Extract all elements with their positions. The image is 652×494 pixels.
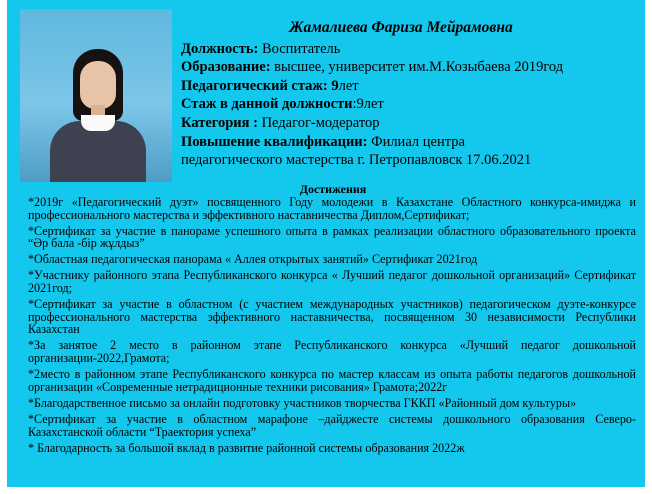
- experience-row: [181, 77, 621, 96]
- qualification-value-line1: Филиал центра: [367, 133, 465, 150]
- portrait-photo: [20, 9, 172, 182]
- qualification-row: [181, 133, 621, 152]
- achievement-item: *Участнику районного этапа Республиканского конкурса « Лучший педагог дошкольной организаций» Сертификат 2021год;: [28, 268, 636, 296]
- achievement-item: *2019г «Педагогический дуэт» посвященного Году молодежи в Казахстане Областного конкурса-имиджа и профессионального мастерства и эффективного наставничества Диплом,Сертификат;: [28, 195, 636, 222]
- qualification-label: Повышение квалификации:: [181, 133, 368, 150]
- category-value: Педагог-модератор: [257, 114, 380, 131]
- education-row: [181, 58, 621, 77]
- achievement-item: *За занятое 2 место в районном этапе Республиканского конкурса «Лучший педагог дошкольной организации-2022,Грамота;: [28, 338, 636, 366]
- teacher-name: Жамалиева Фариза Мейрамовна: [289, 19, 513, 36]
- achievement-item: *Сертификат за участие в панораме успешного опыта в рамках реализации областного образовательного проекта “Әр бала -бір жұлдыз”: [28, 223, 636, 251]
- category-label: Категория :: [181, 114, 258, 131]
- achievement-item: *Сертификат за участие в областном марафоне –дайджесте системы дошкольного образования Северо-Казахстанской области “Траектория успеха”: [28, 411, 636, 439]
- tenure-value: :9лет: [352, 96, 384, 113]
- education-value: высшее, университет им.М.Козыбаева 2019год: [270, 59, 564, 76]
- profile-info: [181, 19, 621, 170]
- achievement-item: *Благодарственное письмо за онлайн подготовку участников творчества ГККП «Районный дом культуры»: [28, 395, 577, 410]
- education-label: Образование:: [181, 59, 271, 76]
- portrait-face: [80, 61, 116, 109]
- achievement-item: *2место в районном этапе Республиканского конкурса по мастер классам из опыта работы педагогов дошкольной организации «Современные нетрадиционные техники рисования» Грамота;2022г: [28, 367, 636, 394]
- qualification-row-2: [181, 151, 621, 170]
- experience-value: лет: [338, 77, 359, 94]
- achievements-heading: Достижения: [299, 182, 367, 196]
- category-row: [181, 114, 621, 133]
- experience-label: Педагогический стаж: 9: [181, 77, 339, 94]
- achievement-item: *Областная педагогическая панорама « Аллея открытых занятий» Сертификат 2021год: [28, 252, 478, 267]
- portrait-collar: [81, 115, 115, 131]
- tenure-label: Стаж в данной должности: [181, 96, 353, 113]
- achievement-item: * Благодарность за большой вклад в развитие районной системы образования 2022ж: [28, 440, 465, 455]
- achievement-item: *Сертификат за участие в областном (с участием международных участников) педагогическом дуэте-конкурсе профессионального мастерства эффективного наставничества, посвященном 30 независимости Республики Казахстан: [28, 297, 636, 337]
- position-row: [181, 40, 621, 59]
- qualification-value-line2: педагогического мастерства г. Петропавловск 17.06.2021: [181, 152, 532, 169]
- position-label: Должность:: [181, 40, 259, 57]
- tenure-row: [181, 95, 621, 114]
- achievements-list: [28, 196, 636, 458]
- position-value: Воспитатель: [258, 40, 341, 57]
